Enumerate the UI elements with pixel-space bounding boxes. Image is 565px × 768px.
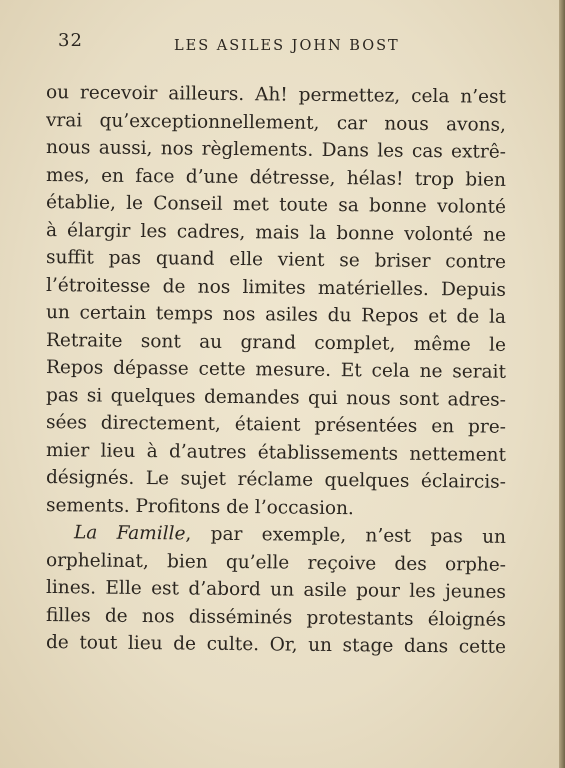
text-line: filles de nos disséminés protestants éloignés bbox=[45, 604, 507, 631]
text-line: vrai qu’exceptionnellement, car nous avons, bbox=[45, 109, 507, 136]
running-head: LES ASILES JOHN BOST bbox=[174, 38, 400, 54]
page-number: 32 bbox=[58, 30, 83, 51]
text-line: désignés. Le sujet réclame quelques éclaircis- bbox=[45, 467, 507, 493]
text-line: sements. Profitons de l’occasion. bbox=[45, 494, 354, 519]
text-line: mier lieu à d’autres établissements nettement bbox=[45, 439, 507, 466]
text-line: Retraite sont au grand complet, même le bbox=[45, 329, 507, 356]
paragraph-first-line bbox=[46, 519, 506, 551]
text-line: ou recevoir ailleurs. Ah! permettez, cela n’est bbox=[45, 82, 507, 108]
text-line: orphelinat, bien qu’elle reçoive des orphe- bbox=[45, 549, 507, 576]
text-line: nous aussi, nos règlements. Dans les cas extrê- bbox=[45, 137, 507, 163]
text-line: sées directement, étaient présentées en pre- bbox=[45, 412, 507, 438]
text-line: Repos dépasse cette mesure. Et cela ne serait bbox=[45, 357, 507, 383]
body-text bbox=[46, 79, 506, 657]
text-line: mes, en face d’une détresse, hélas! trop bien bbox=[45, 164, 507, 191]
text-line: à élargir les cadres, mais la bonne volonté ne bbox=[45, 219, 507, 246]
text-line: établie, le Conseil met toute sa bonne volonté bbox=[45, 192, 507, 218]
text-line: un certain temps nos asiles du Repos et de la bbox=[45, 302, 507, 328]
text-line: lines. Elle est d’abord un asile pour les jeunes bbox=[45, 577, 507, 603]
page-edge-shadow bbox=[559, 0, 565, 768]
italic-title: La Famille bbox=[73, 522, 186, 545]
text-line: suffit pas quand elle vient se briser contre bbox=[45, 247, 507, 273]
text-line: pas si quelques demandes qui nous sont adres- bbox=[45, 384, 507, 411]
text-run: , par exemple, n’est pas un bbox=[185, 523, 507, 548]
text-line: l’étroitesse de nos limites matérielles. Depuis bbox=[45, 274, 507, 301]
text-line: de tout lieu de culte. Or, un stage dans cette bbox=[45, 632, 507, 658]
